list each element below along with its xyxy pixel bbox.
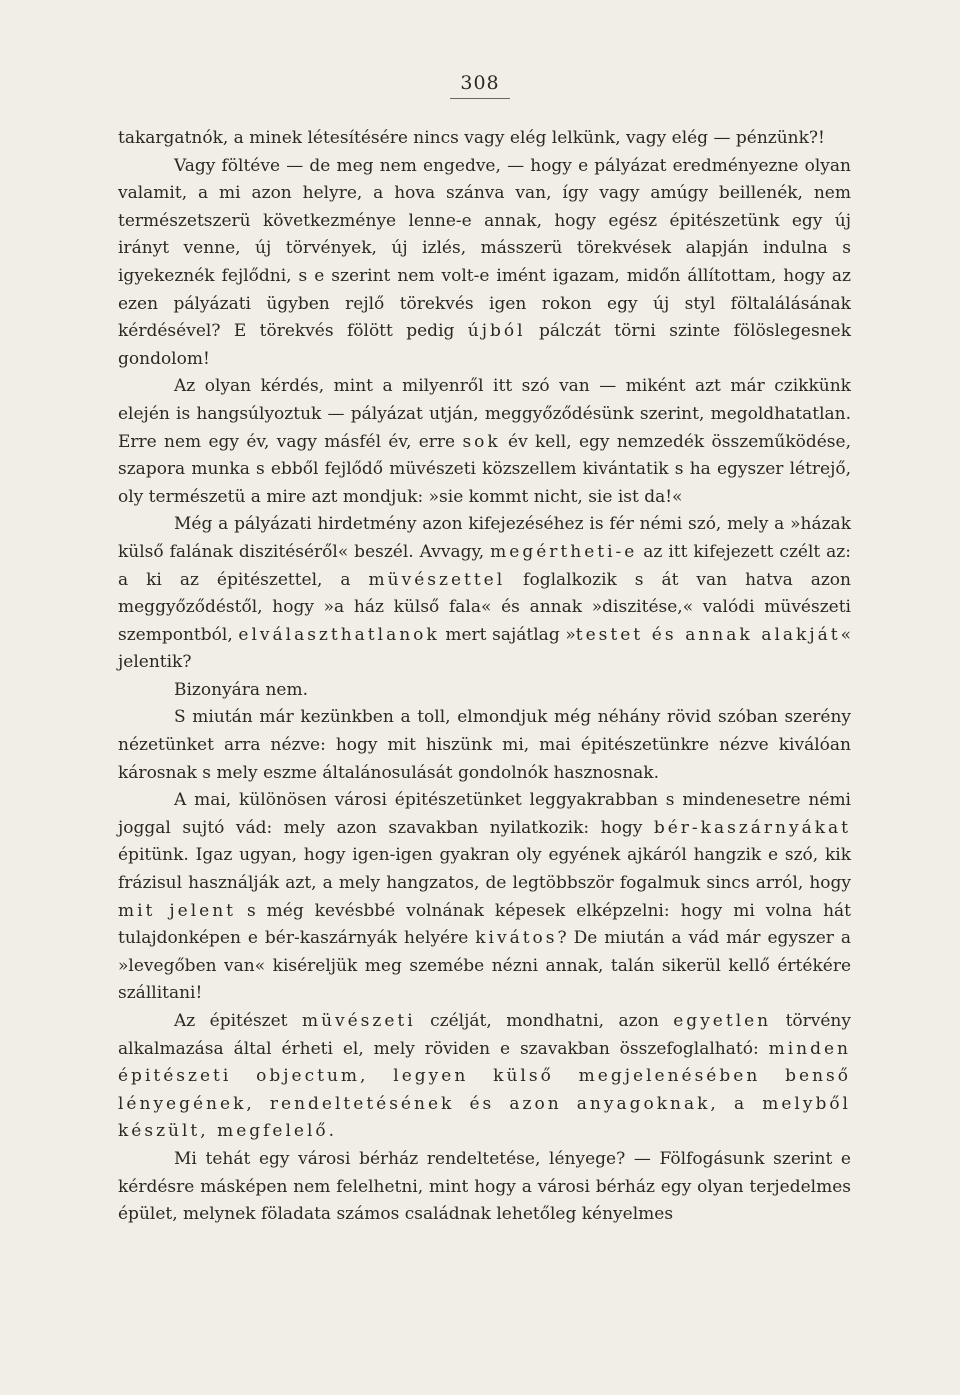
text-run: Vagy föltéve — de meg nem engedve, — hogy e pályázat eredményezne olyan valamit, a mi azon helyre, a hova szánva van, így vagy amúgy beillenék, nem természetszerü következménye lenne-e annak, hogy egész épitészetünk egy új irányt venne, új törvények, új izlés, másszerü törekvések alapján indulna s igyekeznék fejlődni, s e szerint nem volt-e imént igazam, midőn állítottam, hogy az ezen pályázati ügyben rejlő törekvés igen rokon egy új styl föltalálásának kérdésével? E törekvés fölött pedig [118, 155, 851, 342]
text-run: s még kevésbbé volnának képesek elképzelni: hogy mi volna hát tulajdonképen e bér-kaszárnyák helyére [118, 900, 851, 949]
paragraph [118, 1146, 851, 1229]
spaced-emphasis-text: mit jelent [118, 900, 236, 921]
text-run: . [328, 1121, 335, 1142]
spaced-emphasis-text: elválaszthatlanok [238, 624, 440, 645]
paragraph [118, 704, 851, 787]
spaced-emphasis-text: testet és annak alakját [575, 624, 841, 645]
spaced-emphasis-text: bér-kaszárnyákat [653, 817, 851, 838]
paragraph [118, 677, 851, 705]
paragraph [118, 787, 851, 1008]
text-run: törvény alkalmazása által érheti el, mely röviden e szavakban összefoglalható: [118, 1011, 851, 1059]
text-run: takargatnók, a minek létesítésére nincs vagy elég lelkünk, vagy elég — pénzünk?! [118, 128, 825, 148]
spaced-emphasis-text: kivátos [475, 928, 558, 949]
text-run: év kell, egy nemzedék összeműködése, szapora munka s ebből fejlődő müvészeti közszellem kivántatik s ha egyszer létrejő, oly természetü a mire azt mondjuk: »sie kommt nicht, sie ist da!« [118, 431, 851, 507]
spaced-emphasis-text: müvészettel [368, 569, 506, 590]
spaced-emphasis-text: megértheti-e [490, 541, 638, 562]
spaced-emphasis-text: sok [462, 431, 501, 452]
text-run: czélját, mondhatni, azon [415, 1011, 674, 1031]
page-header [0, 72, 960, 99]
text-run: Még a pályázati hirdetmény azon kifejezéséhez is fér némi szó, mely a »házak külső falának diszitéséről« beszél. Avvagy, [118, 514, 851, 562]
text-run: ? De miután a vád már egyszer a »levegőben van« kiséreljük meg szemébe nézni annak, talán sikerül kellő értékére szállitani! [118, 928, 851, 1004]
spaced-emphasis-text: müvészeti [301, 1011, 416, 1031]
text-run: Mi tehát egy városi bérház rendeltetése, lényege? — Fölfogásunk szerint e kérdésre másképen nem felelhetni, mint hogy a városi bérház egy olyan terjedelmes épület, melynek föladata számos családnak lehetőleg kényelmes [118, 1148, 851, 1225]
paragraph [118, 511, 851, 677]
text-run: A mai, különösen városi épitészetünket leggyakrabban s mindenesetre némi joggal sujtó vád: mely azon szavakban nyilatkozik: hogy [118, 790, 851, 838]
body-text [118, 125, 851, 1229]
spaced-emphasis-text: egyetlen [673, 1011, 772, 1031]
text-run: mert sajátlag » [439, 624, 576, 645]
text-run: az itt kifejezett czélt az: a ki az épitészettel, a [118, 541, 851, 590]
text-run: Az épitészet [174, 1011, 302, 1031]
text-run: pálczát törni szinte fölöslegesnek gondolom! [118, 321, 852, 369]
text-run: épitünk. Igaz ugyan, hogy igen-igen gyakran oly egyének ajkáról hangzik e szó, kik frázisul használják azt, a mely hangzatos, de legtöbbször fogalmuk sincs arról, hogy [118, 845, 851, 894]
paragraph [118, 1008, 851, 1146]
paragraph [118, 125, 851, 153]
paragraph [118, 373, 851, 511]
paragraph [118, 153, 851, 374]
spaced-emphasis-text: minden épitészeti objectum, legyen külső megjelenésében benső lényegének, rendeltetésének és azon anyagoknak, a melyből készült, megfelelő [118, 1038, 851, 1142]
text-run: S miután már kezünkben a toll, elmondjuk még néhány rövid szóban szerény nézetünket arra nézve: hogy mit hiszünk mi, mai épitészetünkre nézve kiválóan károsnak s mely eszme általánosulását gondolnók hasznosnak. [118, 707, 851, 783]
text-run: Az olyan kérdés, mint a milyenről itt szó van — miként azt már czikkünk elején is hangsúlyoztuk — pályázat utján, meggyőződésünk szerint, megoldhatatlan. Erre nem egy év, vagy másfél év, erre [118, 376, 851, 452]
spaced-emphasis-text: újból [467, 321, 526, 342]
text-run: foglalkozik s át van hatva azon meggyőződéstől, hogy »a ház külső fala« és annak »diszitése,« valódi müvészeti szempontból, [118, 569, 851, 645]
page-number: 308 [450, 72, 509, 99]
text-run: « jelentik? [118, 624, 851, 673]
text-run: Bizonyára nem. [174, 679, 309, 700]
